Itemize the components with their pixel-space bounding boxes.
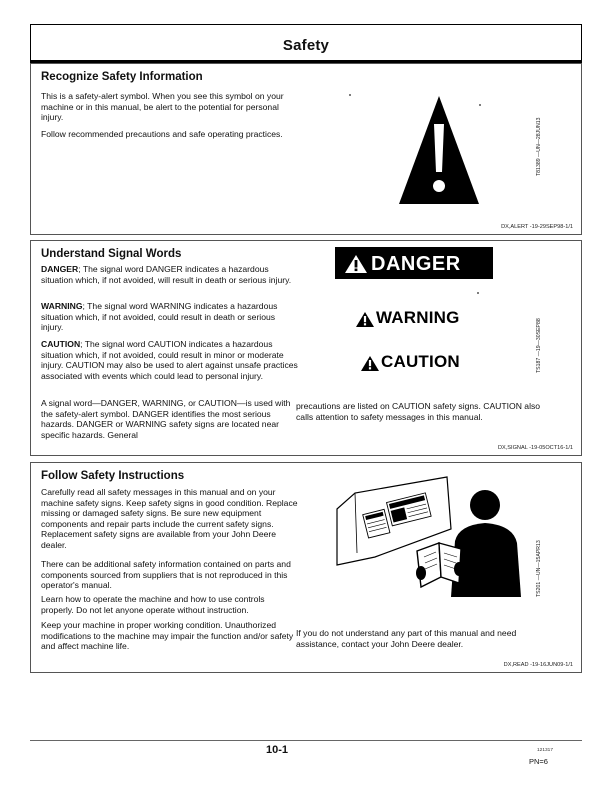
date-code: 121317	[537, 748, 554, 753]
section-understand-signal-words	[30, 240, 582, 456]
safety-alert-icon	[361, 356, 379, 371]
paragraph: Learn how to operate the machine and how to use controls properly. Do not let anyone operate without instruction.	[41, 594, 265, 615]
safety-alert-icon	[345, 255, 367, 273]
person-reading-manual-icon	[335, 469, 531, 597]
safety-alert-icon	[397, 94, 481, 206]
section-recognize-safety-information	[30, 63, 582, 235]
pn-label: PN=6	[529, 757, 548, 766]
doc-ref: DX,READ -19-16JUN09-1/1	[503, 662, 573, 668]
danger-term: DANGER	[41, 264, 79, 274]
section-title: Understand Signal Words	[41, 248, 182, 260]
warning-paragraph	[41, 301, 299, 333]
page-header	[30, 24, 582, 60]
scan-dot	[349, 94, 351, 96]
warning-term: WARNING	[41, 301, 83, 311]
paragraph: precautions are listed on CAUTION safety signs. CAUTION also calls attention to safety messages in this manual.	[296, 401, 541, 422]
page-title: Safety	[282, 37, 330, 54]
doc-ref: DX,SIGNAL -19-05OCT16-1/1	[497, 445, 573, 451]
danger-paragraph	[41, 264, 299, 285]
scan-dot	[477, 292, 479, 294]
danger-definition: ; The signal word DANGER indicates a hazardous situation which, if not avoided, will result in death or serious injury.	[41, 264, 292, 285]
section-follow-safety-instructions	[30, 462, 582, 673]
figure-ref: TS201 —UN—15APR13	[536, 540, 542, 597]
paragraph: Follow recommended precautions and safe operating practices.	[41, 129, 283, 139]
paragraph: Keep your machine in proper working condition. Unauthorized modifications to the machine may impair the function and/or safety and affect machine life.	[41, 620, 294, 652]
paragraph: There can be additional safety information contained on parts and components sourced from suppliers that is not reproduced in this operator's manual.	[41, 559, 291, 591]
figure-ref: TS187 —19—30SEP88	[536, 318, 542, 373]
section-title: Follow Safety Instructions	[41, 470, 185, 482]
figure-ref: T81389 —UN—28JUN13	[536, 117, 542, 176]
paragraph: If you do not understand any part of this manual and need assistance, contact your John Deere dealer.	[296, 628, 517, 649]
paragraph: This is a safety-alert symbol. When you see this symbol on your machine or in this manual, be alert to the potential for personal injury.	[41, 91, 284, 123]
safety-alert-icon	[356, 312, 374, 327]
caution-term: CAUTION	[41, 339, 81, 349]
paragraph: Carefully read all safety messages in this manual and on your machine safety signs. Keep safety signs in good condition. Replace missing or damaged safety signs. Be sure new equipment components and repair parts include the current safety signs. Replacement safety signs are available from your John Deere dealer.	[41, 487, 298, 550]
section-title: Recognize Safety Information	[41, 71, 203, 83]
danger-sign	[335, 247, 493, 279]
paragraph: A signal word—DANGER, WARNING, or CAUTION—is used with the safety-alert symbol. DANGER identifies the most serious hazards. DANGER or WARNING safety signs are located near specific hazards. General	[41, 398, 291, 440]
danger-sign-label: DANGER	[371, 253, 461, 275]
footer-rule	[30, 740, 582, 741]
warning-definition: ; The signal word WARNING indicates a hazardous situation which, if not avoided, could result in death or serious injury.	[41, 301, 278, 333]
warning-sign-label: WARNING	[376, 308, 460, 327]
doc-ref: DX,ALERT -19-29SEP98-1/1	[501, 224, 573, 230]
caution-paragraph	[41, 339, 299, 381]
caution-definition: ; The signal word CAUTION indicates a hazardous situation which, if not avoided, could result in minor or moderate injury. CAUTION may also be used to alert against unsafe practices associated with events which could lead to personal injury.	[41, 339, 298, 381]
page-number: 10-1	[266, 744, 289, 756]
caution-sign-label: CAUTION	[381, 352, 460, 371]
